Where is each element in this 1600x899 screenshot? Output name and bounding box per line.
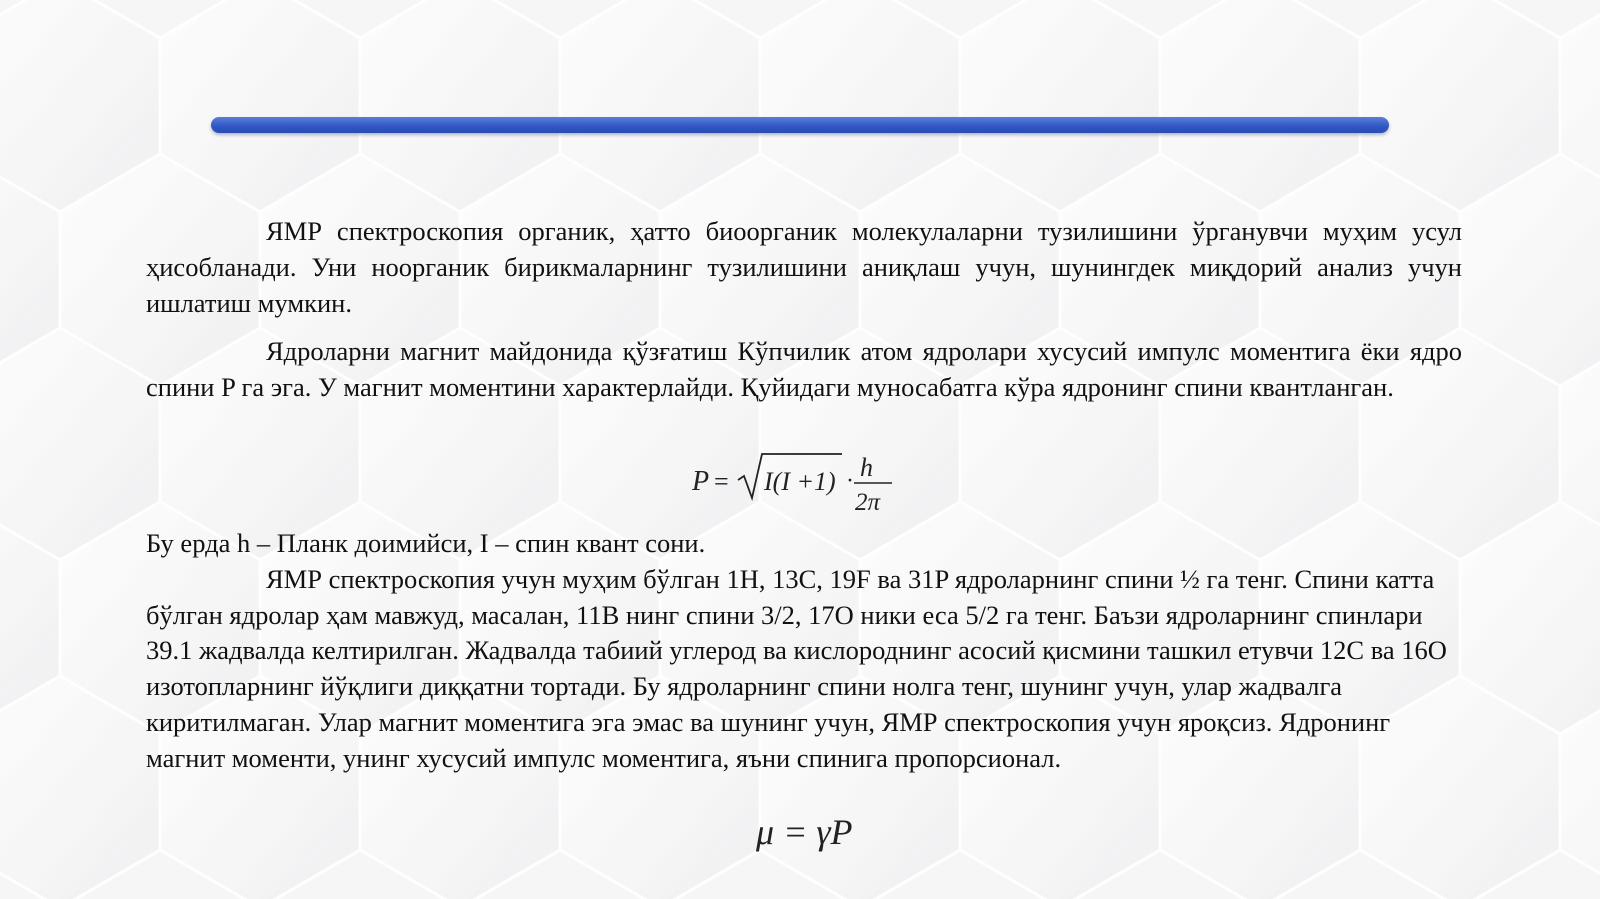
formula-magnetic-moment (756, 810, 876, 860)
formula-spin-momentum (692, 448, 912, 518)
title-accent-bar (211, 117, 1389, 133)
slide-body-continued (146, 526, 1462, 777)
paragraph-nmr-nuclei: ЯМР спектроскопия учун муҳим бўлган 1H, 13C, 19F ва 31P ядроларнинг спини ½ га тенг. Спини катта бўлган ядролар ҳам мавжуд, масалан, 11B нинг спини 3/2, 17O ники еса 5/2 га тенг. Баъзи ядроларнинг спинлари 39.1 жадвалда келтирилган. Жадвалда табиий углерод ва кислороднинг асосий қисмини ташкил етувчи 12C ва 16O изотопларнинг йўқлиги диққатни тортади. Бу ядроларнинг спини нолга тенг, шунинг учун, улар жадвалга киритилмаган. Улар магнит моментига эга эмас ва шунинг учун, ЯМР спектроскопия учун яроқсиз. Ядронинг магнит моменти, унинг хусусий импулс моментига, яъни спинига пропорсионал. (146, 563, 1447, 773)
formula-equals: = (714, 467, 729, 496)
formula-mu-gamma: μ = γP (756, 812, 853, 852)
paragraph-nuclear-spin: Ядроларни магнит майдонида қўзғатиш Кўпчилик атом ядролари хусусий импулс моментига ёки ядро спини P га эга. У магнит моментини характерлайди. Қуйидаги муносабатга кўра ядронинг спини квантланган. (146, 336, 1462, 403)
formula-radicand: I(I +1) (764, 467, 836, 496)
formula-dot: · (846, 468, 854, 494)
formula-numerator: h (860, 453, 873, 482)
paragraph-intro: ЯМР спектроскопия органик, ҳатто биоорганик молекулаларни тузилишини ўрганувчи муҳим усул ҳисобланади. Уни ноорганик бирикмаларнинг тузилишини аниқлаш учун, шунингдек миқдорий анализ учун ишлатиш мумкин. (146, 216, 1462, 318)
formula-lhs: P (692, 466, 710, 497)
paragraph-definitions: Бу ерда h – Планк доимийси, I – спин квант сони. (146, 528, 706, 558)
slide-body (146, 214, 1462, 406)
formula-denominator: 2π (855, 489, 881, 516)
